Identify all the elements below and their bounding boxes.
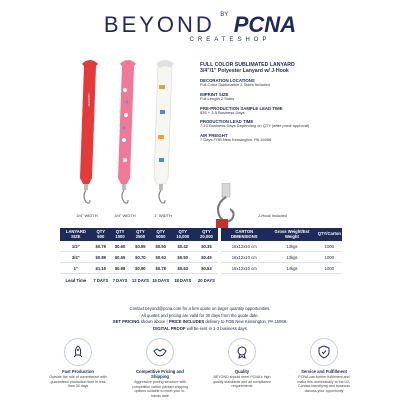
pricing-table	[60, 228, 342, 286]
col-header: QTY 5000	[151, 228, 171, 241]
section-heading: PRE-PRODUCTION SAMPLE LEAD TIME	[200, 105, 283, 111]
table-cell: $0.53	[195, 263, 219, 274]
section-text: 7-10 Business Days Depending on QTY (after proof approval)	[200, 123, 310, 129]
lanyard-red	[80, 63, 96, 203]
section-text: 7 Days FOB New Kensington, PA 15068	[200, 137, 272, 143]
product-subtitle: 3/4"/1" Polyester Lanyard w/ J-Hook	[200, 68, 289, 74]
table-cell-empty	[221, 274, 267, 286]
table-cell: Lead Time	[65, 278, 87, 284]
pcna-logo: PCNA	[233, 12, 297, 37]
feature-desc: Aggressive pricing structure with competitive carton packed shipping options suitable to meet your in-hands date	[131, 380, 189, 398]
note-text: delivery to FOB New Kensington, PA 15068.	[204, 319, 288, 324]
col-header: QTY 20,000	[195, 228, 219, 241]
col-header: QTY 10,000	[171, 228, 195, 241]
table-row	[60, 252, 342, 263]
feature-title: Competitive Pricing and Shipping	[136, 369, 184, 379]
subbrand: CREATESHOP	[189, 37, 271, 43]
section-text: $35 + 3-5 Business Days	[200, 109, 245, 115]
shield-icon	[310, 338, 338, 366]
table-cell: 15 DAYS	[152, 278, 170, 284]
table-cell: 7 DAYS	[93, 278, 109, 284]
lanyard-images	[70, 60, 188, 225]
medal-icon	[228, 338, 256, 366]
table-cell: 13kgs	[267, 241, 316, 252]
feature-desc: BEYOND should meet PCNA's high quality standards and all compliance requirements	[213, 375, 271, 388]
brand-logo	[0, 12, 400, 43]
section-heading: IMPRINT SIZE	[200, 91, 229, 97]
svg-text:REDLINE: REDLINE	[87, 93, 91, 107]
table-cell: 3/4"	[60, 252, 92, 263]
table-row	[60, 241, 342, 252]
feature-fast-production	[48, 338, 108, 389]
product-info	[200, 62, 350, 143]
table-cell: $0.45	[195, 252, 219, 263]
table-cell: $0.89	[92, 252, 110, 263]
j-hook-icon	[208, 183, 244, 233]
handshake-icon	[146, 338, 174, 366]
table-cell: $0.35	[195, 241, 219, 252]
note-text: shown above |	[139, 319, 169, 324]
feature-row	[40, 338, 360, 398]
table-cell: $0.65	[110, 252, 130, 263]
table-cell-empty	[267, 274, 316, 286]
note-line	[40, 326, 360, 333]
j-hook-image	[208, 183, 244, 233]
feature-title: Service and Fulfillment	[301, 369, 347, 374]
table-row	[60, 263, 342, 274]
table-cell: 1000	[317, 252, 342, 263]
table-cell: 14kgs	[267, 263, 316, 274]
lead-time-row	[60, 274, 342, 286]
section-text: Full Color Sublimation 2 Sides Included	[200, 82, 270, 87]
rocket-icon	[64, 338, 92, 366]
note-line: Contact beyond@pcna.com for a firm quote on larger quantity opportunities.	[129, 306, 271, 311]
table-cell: $0.78	[151, 263, 171, 274]
table-cell: $1.15	[92, 263, 110, 274]
lanyard-pink	[118, 63, 134, 203]
col-header: QTY 1000	[110, 228, 130, 241]
feature-title: Quality	[234, 369, 250, 374]
table-cell-empty	[317, 274, 342, 286]
feature-title: Fast Production	[62, 369, 94, 374]
table-cell: 18x12x10 cm	[221, 252, 267, 263]
note-bold: SET PRICING	[112, 319, 140, 324]
col-header: QTY/Carton	[317, 228, 342, 241]
table-cell: 1"	[60, 263, 92, 274]
j-hook-label: J-Hook Included	[258, 213, 287, 218]
table-cell: $0.63	[171, 263, 195, 274]
table-cell: $0.42	[171, 241, 195, 252]
lanyard-label-1: 3/4" WIDTH	[76, 213, 98, 218]
section-heading: PRODUCTION LEAD TIME	[200, 119, 254, 125]
table-cell: 7 DAYS	[112, 278, 128, 284]
table-cell: $0.50	[151, 241, 171, 252]
table-cell: $0.79	[92, 241, 110, 252]
feature-quality	[212, 338, 272, 389]
table-cell: 20 DAYS	[197, 278, 215, 284]
feature-service	[294, 338, 354, 393]
table-cell: $0.98	[110, 263, 130, 274]
col-header: QTY 500	[92, 228, 110, 241]
pricing-notes	[40, 306, 360, 332]
feature-desc: Outside the rule of commitment with guaranteed production time in less than 30 days	[49, 375, 107, 388]
note-text: will be sent in 1-3 business days	[185, 325, 247, 331]
table-cell: 18x12x10 cm	[221, 263, 267, 274]
section-heading: DECORATION LOCATIONS	[200, 78, 255, 83]
table-cell: $0.70	[130, 252, 150, 263]
table-header-row	[60, 228, 342, 241]
table-cell: $0.55	[130, 241, 150, 252]
table-cell: 18 DAYS	[174, 278, 192, 284]
table-cell: 18x12x10 cm	[221, 241, 267, 252]
feature-desc: PCNA can further fulfillment and make this domestically to the US. Contact Identifying and business discuss your opportunity	[297, 375, 351, 393]
note-bold: PRICE INCLUDES	[168, 319, 205, 324]
lanyard-white	[154, 63, 172, 203]
col-header: Gross Weight/Est Weight	[267, 228, 316, 241]
table-cell: 13kgs	[267, 252, 316, 263]
table-cell: $0.50	[171, 252, 195, 263]
table-cell: $0.90	[130, 263, 150, 274]
lanyard-label-3: 1" WIDTH	[154, 213, 172, 218]
table-cell: $0.60	[110, 241, 130, 252]
lanyard-label-2: 3/4" WIDTH	[114, 213, 136, 218]
section-text: Full Length 2 Sides	[200, 95, 235, 101]
product-title: FULL COLOR SUBLIMATED LANYARD	[200, 62, 295, 68]
table-cell: $0.63	[151, 252, 171, 263]
table-cell: 1000	[317, 263, 342, 274]
col-header: LANYARD SIZE	[60, 228, 92, 241]
col-header: QTY 2500	[130, 228, 150, 241]
table-cell: 1000	[317, 241, 342, 252]
lanyard-illustration	[70, 60, 188, 225]
feature-pricing-shipping	[130, 338, 190, 398]
brand-by: BY	[220, 12, 229, 18]
table-cell: 12 DAYS	[131, 278, 149, 284]
col-header: CARTON DIMENSIONS	[221, 228, 267, 241]
note-line: All quotes and pricing are valid for 30 days from the quote date.	[141, 312, 259, 318]
note-bold: DIGITAL PROOF	[153, 325, 186, 331]
brand-name: BEYOND	[103, 12, 215, 37]
table-cell: 1/2"	[60, 241, 92, 252]
section-heading: AIR FREIGHT	[200, 133, 228, 139]
